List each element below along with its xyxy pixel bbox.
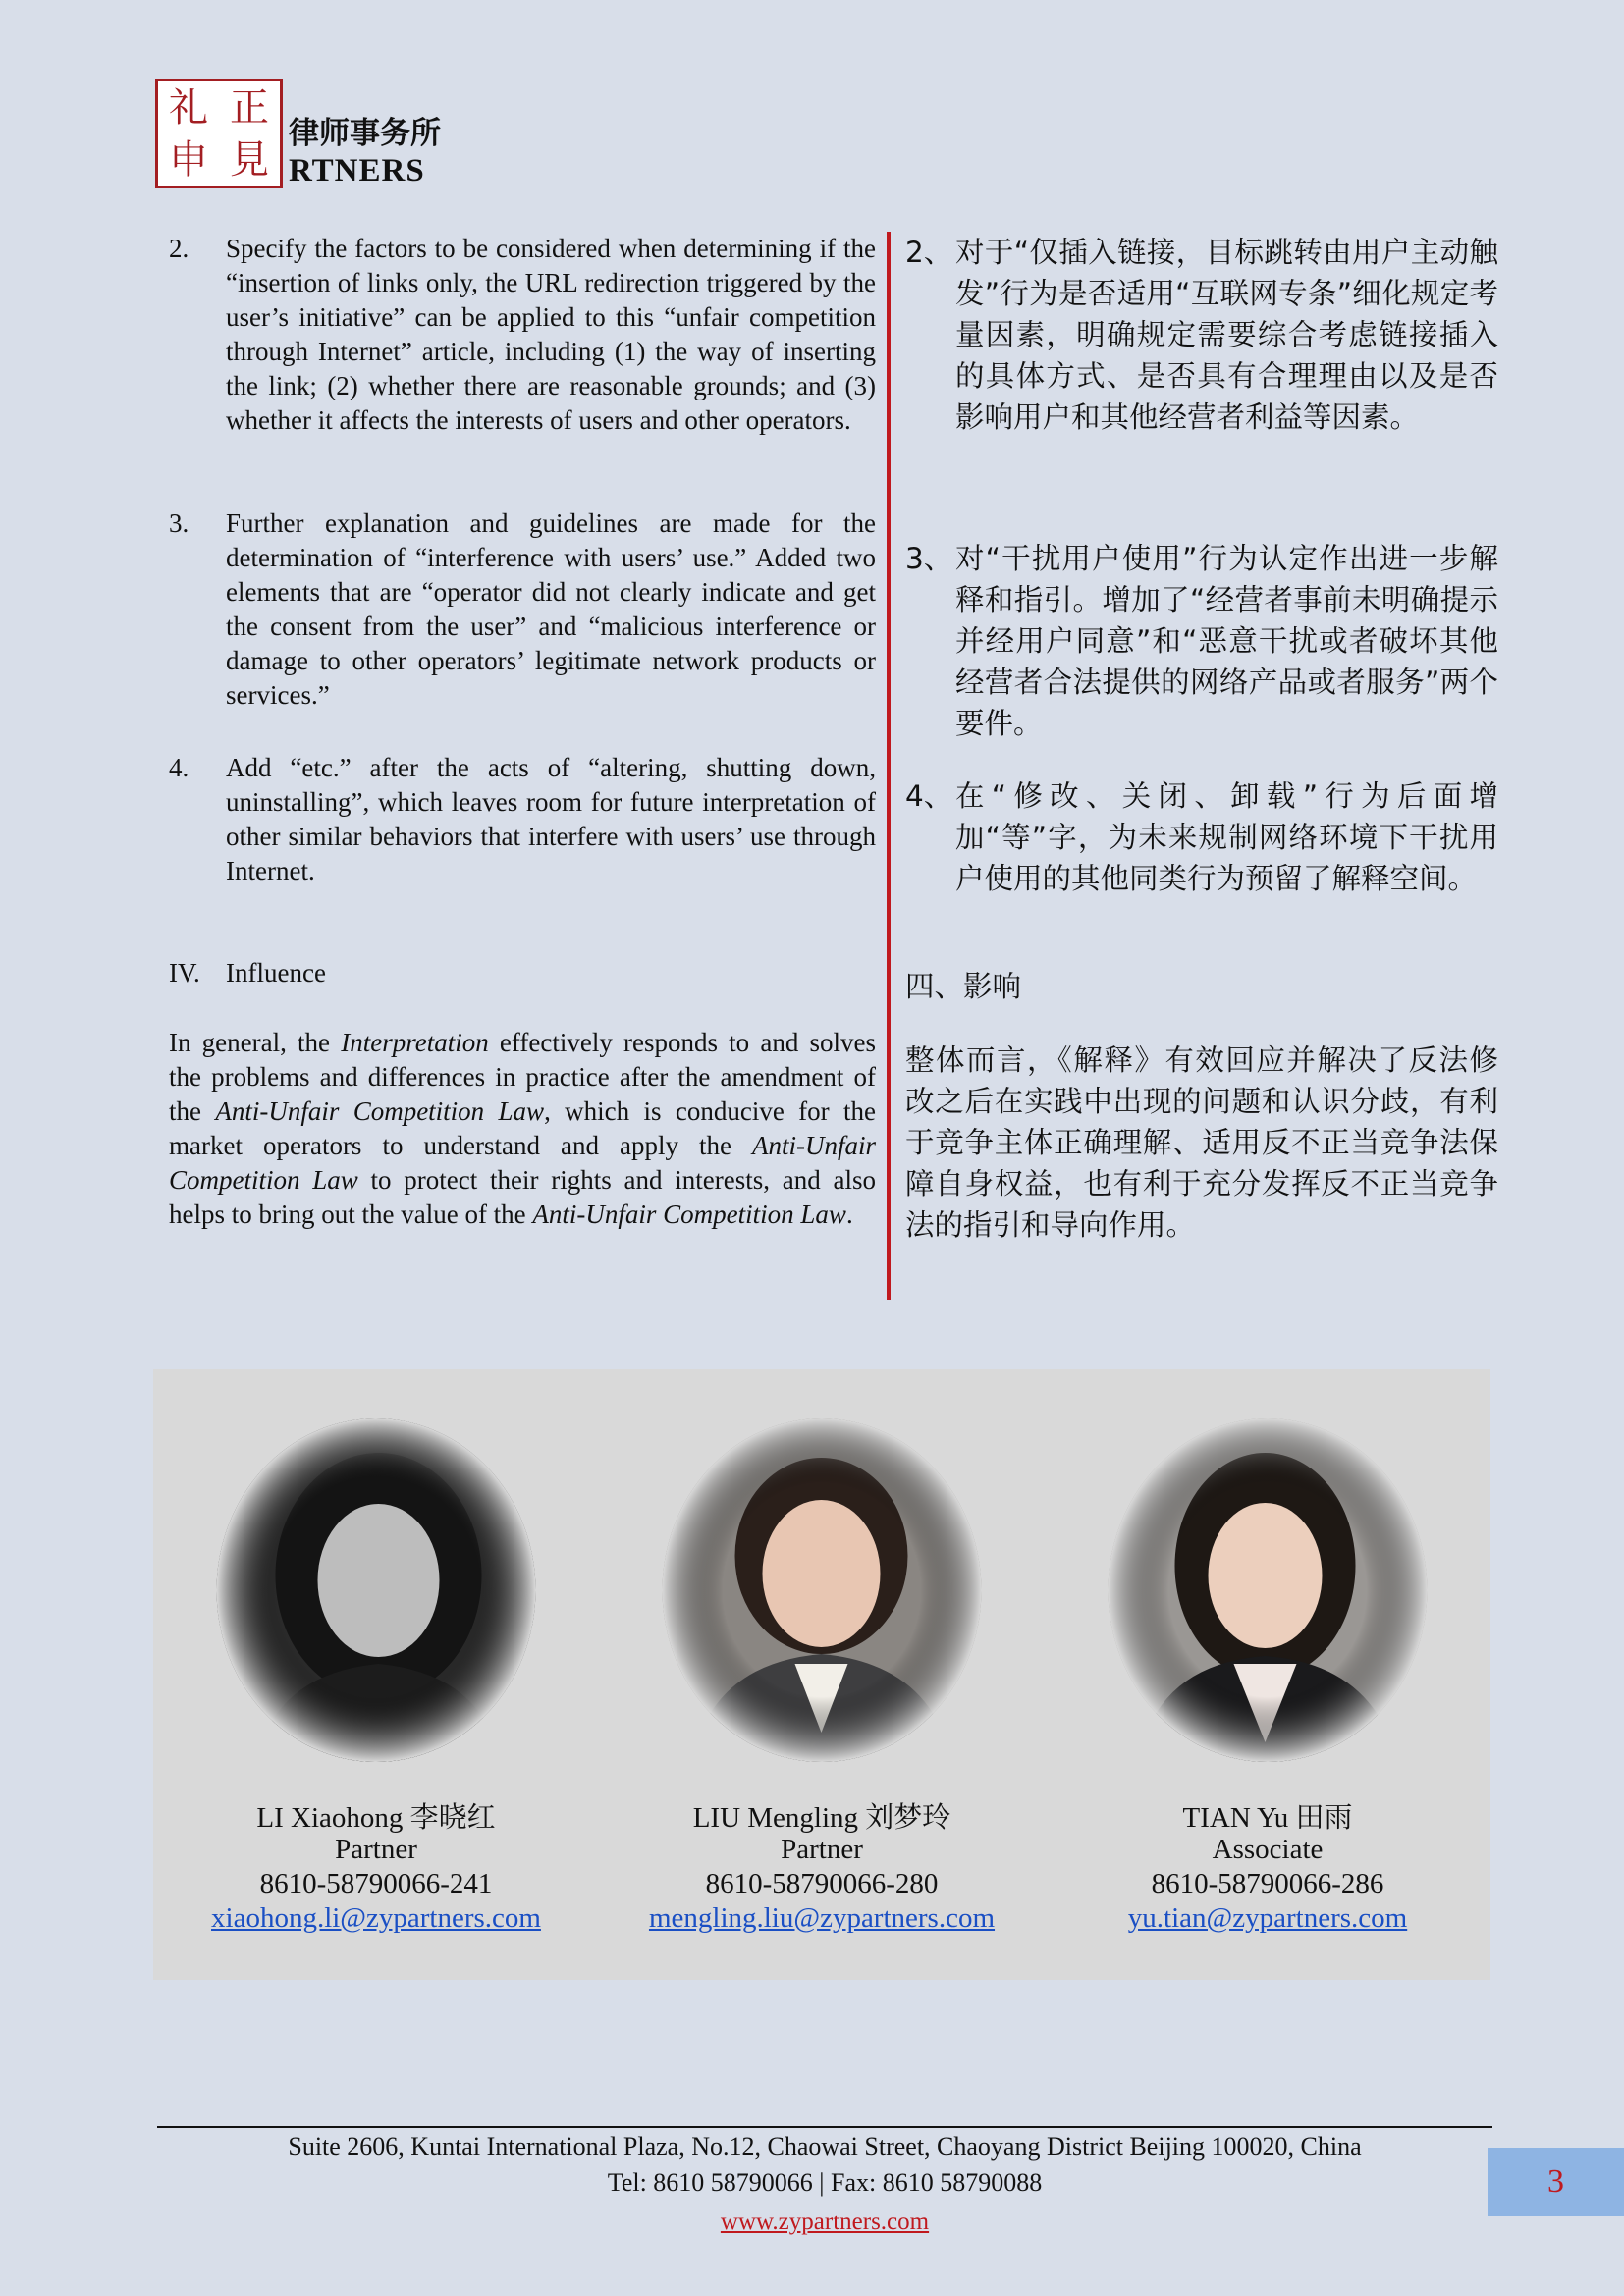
member-title: Partner — [781, 1834, 863, 1865]
portrait-photo-icon — [1109, 1418, 1428, 1762]
member-name: LIU Mengling 刘梦玲 — [692, 1802, 951, 1834]
member-title: Associate — [1212, 1834, 1324, 1865]
column-divider — [887, 232, 891, 1300]
member-name: TIAN Yu 田雨 — [1182, 1802, 1353, 1834]
footer-website-link[interactable]: www.zypartners.com — [720, 2209, 930, 2235]
member-phone: 8610-58790066-286 — [1151, 1868, 1384, 1899]
page-number: 3 — [1488, 2148, 1624, 2216]
team-panel — [153, 1369, 1490, 1980]
portrait-photo-icon — [217, 1418, 536, 1762]
team-member-card — [153, 1369, 599, 1980]
footer-contact: Tel: 8610 58790066 | Fax: 8610 58790088 — [607, 2168, 1043, 2197]
firm-name-en: RTNERS — [289, 153, 425, 188]
portrait-photo-icon — [663, 1418, 982, 1762]
influence-paragraph: In general, the Interpretation effectively responds to and solves the problems and differences in practice after the amendment of the Anti-Unfair Competition Law, which is conducive for the market operators to understand and apply the Anti-Unfair Competition Law to protect their rights and interests, and also helps to bring out the value of the Anti-Unfair Competition Law. — [169, 1028, 877, 1229]
team-member-card — [599, 1369, 1045, 1980]
team-member-card — [1045, 1369, 1490, 1980]
member-name: LI Xiaohong 李晓红 — [256, 1802, 496, 1834]
member-phone: 8610-58790066-241 — [259, 1868, 493, 1899]
firm-logo — [155, 79, 568, 196]
influence-paragraph: 整体而言，《解释》有效回应并解决了反法修改之后在实践中出现的问题和认识分歧，有利于竞争主体正确理解、适用反不正当竞争法保障自身权益，也有利于充分发挥反不正当竞争法的指引和导向作用。 — [905, 1043, 1498, 1242]
section-heading: 四、影响 — [905, 970, 1022, 1003]
member-email-link[interactable]: mengling.liu@zypartners.com — [648, 1902, 996, 1934]
footer-rule — [157, 2126, 1492, 2128]
member-email-link[interactable]: xiaohong.li@zypartners.com — [211, 1902, 541, 1934]
member-email-link[interactable]: yu.tian@zypartners.com — [1127, 1902, 1408, 1934]
seal-logo-icon: 礼 正 申 見 — [155, 79, 283, 188]
firm-name-cn: 律师事务所 — [289, 116, 441, 151]
member-phone: 8610-58790066-280 — [705, 1868, 939, 1899]
member-title: Partner — [335, 1834, 417, 1865]
footer-address: Suite 2606, Kuntai International Plaza, No.12, Chaowai Street, Chaoyang District Beijing 100020, China — [288, 2132, 1362, 2161]
